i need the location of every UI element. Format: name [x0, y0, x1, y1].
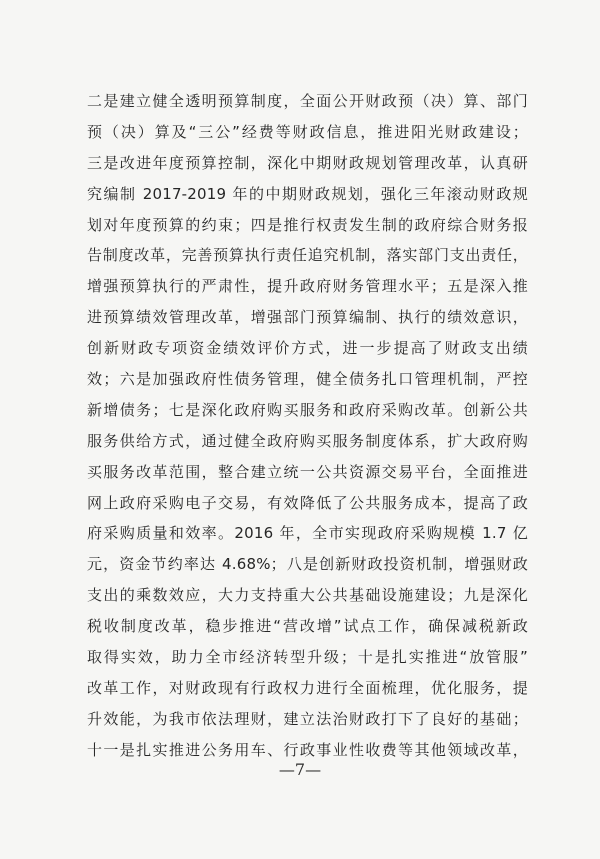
- text-line: 效；六是加强政府性债务管理，健全债务扎口管理机制，严控: [87, 370, 528, 389]
- text-line: 取得实效，助力全市经济转型升级；十是扎实推进“放管服”: [87, 648, 528, 667]
- text-line: 预（决）算及“三公”经费等财政信息，推进阳光财政建设；: [87, 122, 528, 141]
- text-line: 买服务改革范围，整合建立统一公共资源交易平台，全面推进: [87, 462, 528, 481]
- text-line: 网上政府采购电子交易，有效降低了公共服务成本，提高了政: [87, 493, 528, 512]
- text-line: 进预算绩效管理改革，增强部门预算编制、执行的绩效意识，: [87, 308, 528, 327]
- text-line: 税收制度改革，稳步推进“营改增”试点工作，确保减税新政: [87, 617, 528, 636]
- text-line: 增强预算执行的严肃性，提升政府财务管理水平；五是深入推: [87, 277, 528, 296]
- text-line: 府采购质量和效率。2016 年，全市实现政府采购规模 1.7 亿: [87, 524, 528, 543]
- text-line: 十一是扎实推进公务用车、行政事业性收费等其他领域改革，: [87, 740, 528, 759]
- text-line: 升效能，为我市依法理财，建立法治财政打下了良好的基础；: [87, 709, 528, 728]
- text-line: 支出的乘数效应，大力支持重大公共基础设施建设；九是深化: [87, 586, 528, 605]
- text-line: 改革工作，对财政现有行政权力进行全面梳理，优化服务，提: [87, 678, 528, 697]
- page-number: —7—: [278, 760, 322, 779]
- text-line: 三是改进年度预算控制，深化中期财政规划管理改革，认真研: [87, 153, 528, 172]
- text-line: 元，资金节约率达 4.68%；八是创新财政投资机制，增强财政: [87, 555, 528, 574]
- text-line: 划对年度预算的约束；四是推行权责发生制的政府综合财务报: [87, 215, 528, 234]
- text-line: 二是建立健全透明预算制度，全面公开财政预（决）算、部门: [87, 92, 528, 110]
- text-line: 服务供给方式，通过健全政府购买服务制度体系，扩大政府购: [87, 431, 528, 450]
- text-line: 创新财政专项资金绩效评价方式，进一步提高了财政支出绩: [87, 339, 528, 358]
- body-paragraph: [87, 86, 528, 766]
- text-line: 究编制 2017-2019 年的中期财政规划，强化三年滚动财政规: [87, 184, 528, 203]
- text-line: 告制度改革，完善预算执行责任追究机制，落实部门支出责任，: [87, 246, 528, 265]
- text-line: 新增债务；七是深化政府购买服务和政府采购改革。创新公共: [87, 400, 528, 419]
